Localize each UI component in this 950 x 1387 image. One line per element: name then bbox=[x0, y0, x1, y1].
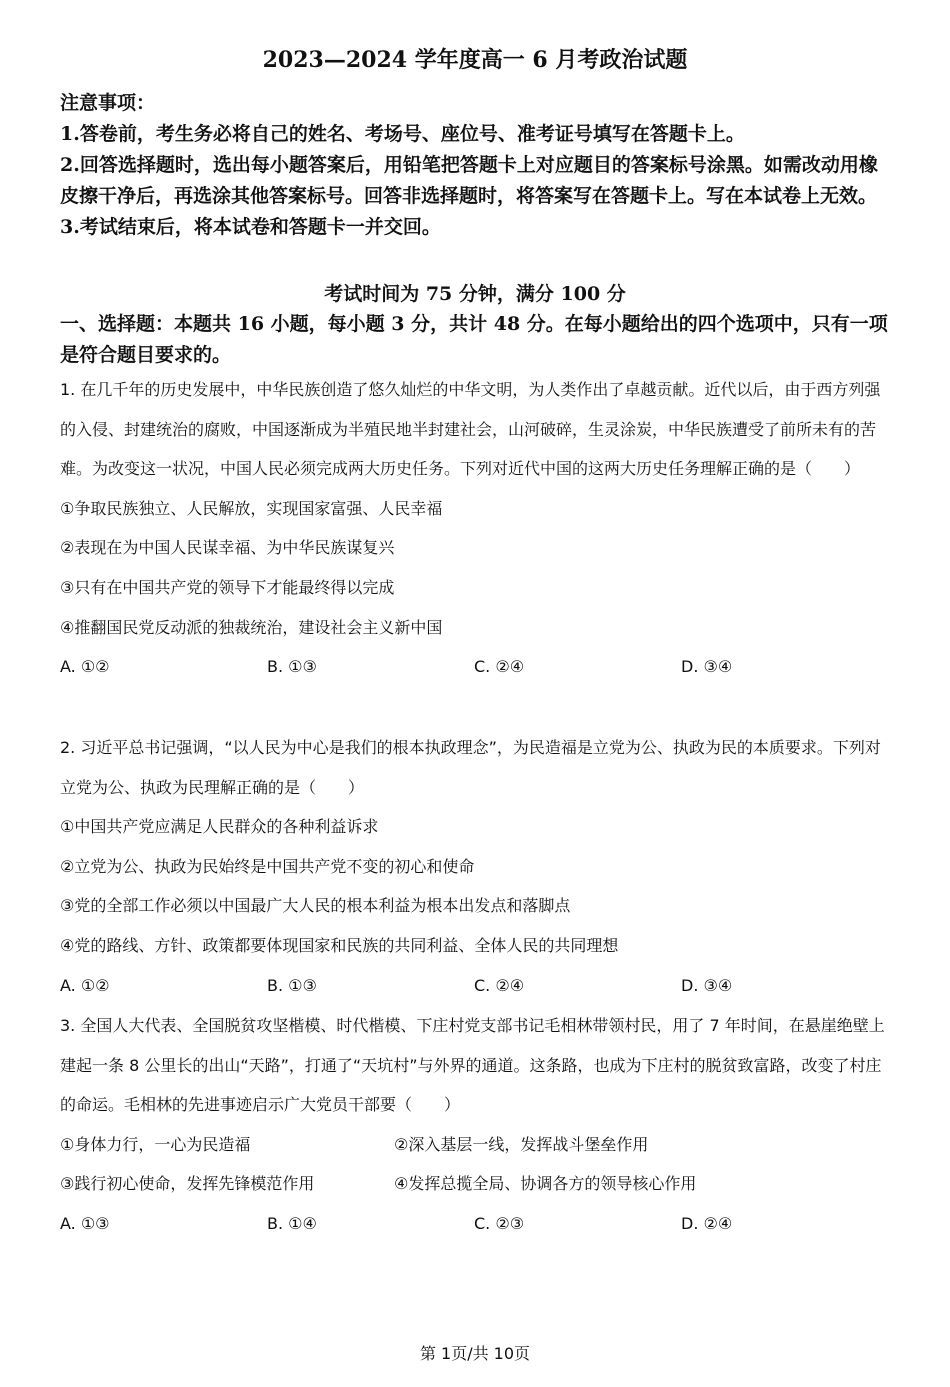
note-item-2: 2.回答选择题时，选出每小题答案后，用铅笔把答题卡上对应题目的答案标号涂黑。如需改动用橡皮擦干净后，再选涂其他答案标号。回答非选择题时，将答案写在答题卡上。写在本试卷上无效。 bbox=[60, 154, 878, 207]
choice-a: A. ①② bbox=[60, 657, 110, 677]
statement-item: ④党的路线、方针、政策都要体现国家和民族的共同利益、全体人民的共同理想 bbox=[60, 935, 619, 955]
choice-c: C. ②④ bbox=[474, 657, 525, 677]
choice-a: A. ①③ bbox=[60, 1213, 110, 1233]
statement-item: ③党的全部工作必须以中国最广大人民的根本利益为根本出发点和落脚点 bbox=[60, 896, 571, 916]
choice-a: A. ①② bbox=[60, 975, 110, 995]
statement-row bbox=[60, 1125, 890, 1165]
statement-item: ③只有在中国共产党的领导下才能最终得以完成 bbox=[60, 577, 395, 597]
statement-item: ①争取民族独立、人民解放，实现国家富强、人民幸福 bbox=[60, 498, 443, 518]
question-3 bbox=[60, 1006, 890, 1244]
notes-block bbox=[60, 88, 890, 243]
choice-c: C. ②④ bbox=[474, 975, 525, 995]
note-item-3: 3.考试结束后，将本试卷和答题卡一并交回。 bbox=[60, 216, 441, 238]
section-heading: 一、选择题：本题共 16 小题，每小题 3 分，共计 48 分。在每小题给出的四个选项中，只有一项是符合题目要求的。 bbox=[60, 313, 888, 366]
question-1 bbox=[60, 370, 890, 687]
statement-item: ③践行初心使命，发挥先锋模范作用 bbox=[60, 1174, 315, 1194]
choice-b: B. ①④ bbox=[267, 1213, 317, 1233]
question-2 bbox=[60, 728, 890, 1005]
note-item-1: 1.答卷前，考生务必将自己的姓名、考场号、座位号、准考证号填写在答题卡上。 bbox=[60, 123, 745, 145]
answer-choices bbox=[60, 1204, 890, 1244]
notes-heading: 注意事项： bbox=[60, 92, 156, 114]
choice-d: D. ③④ bbox=[681, 975, 733, 995]
choice-c: C. ②③ bbox=[474, 1213, 525, 1233]
answer-choices bbox=[60, 647, 890, 687]
answer-choices bbox=[60, 966, 890, 1006]
question-stem: 2. 习近平总书记强调，“以人民为中心是我们的根本执政理念”，为民造福是立党为公、执政为民的本质要求。下列对立党为公、执政为民理解正确的是（ ） bbox=[60, 738, 881, 797]
choice-b: B. ①③ bbox=[267, 975, 317, 995]
question-stem: 3. 全国人大代表、全国脱贫攻坚楷模、时代楷模、下庄村党支部书记毛相林带领村民，用了 7 年时间，在悬崖绝壁上建起一条 8 公里长的出山“天路”，打通了“天坑村”与外界的通道。这条路，也成为下庄村的脱贫致富路，改变了村庄的命运。毛相林的先进事迹启示广大党员干部要（ ） bbox=[60, 1016, 885, 1115]
statement-item: ②深入基层一线，发挥战斗堡垒作用 bbox=[394, 1134, 649, 1154]
choice-b: B. ①③ bbox=[267, 657, 317, 677]
statement-item: ①身体力行，一心为民造福 bbox=[60, 1134, 251, 1154]
statement-row bbox=[60, 1164, 890, 1204]
statement-item: ④推翻国民党反动派的独裁统治，建设社会主义新中国 bbox=[60, 617, 443, 637]
choice-d: D. ③④ bbox=[681, 657, 733, 677]
choice-d: D. ②④ bbox=[681, 1213, 733, 1233]
question-stem: 1. 在几千年的历史发展中，中华民族创造了悠久灿烂的中华文明，为人类作出了卓越贡献。近代以后，由于西方列强的入侵、封建统治的腐败，中国逐渐成为半殖民地半封建社会，山河破碎，生灵涂炭，中华民族遭受了前所未有的苦难。为改变这一状况，中国人民必须完成两大历史任务。下列对近代中国的这两大历史任务理解正确的是（ ） bbox=[60, 380, 881, 479]
statement-item: ④发挥总揽全局、协调各方的领导核心作用 bbox=[394, 1174, 697, 1194]
statement-item: ①中国共产党应满足人民群众的各种利益诉求 bbox=[60, 817, 379, 837]
exam-time: 考试时间为 75 分钟，满分 100 分 bbox=[324, 283, 626, 305]
statement-item: ②表现在为中国人民谋幸福、为中华民族谋复兴 bbox=[60, 538, 395, 558]
page-number: 第 1页/共 10页 bbox=[419, 1344, 531, 1363]
page-title: 2023—2024 学年度高一 6 月考政治试题 bbox=[262, 47, 688, 73]
statement-item: ②立党为公、执政为民始终是中国共产党不变的初心和使命 bbox=[60, 856, 475, 876]
